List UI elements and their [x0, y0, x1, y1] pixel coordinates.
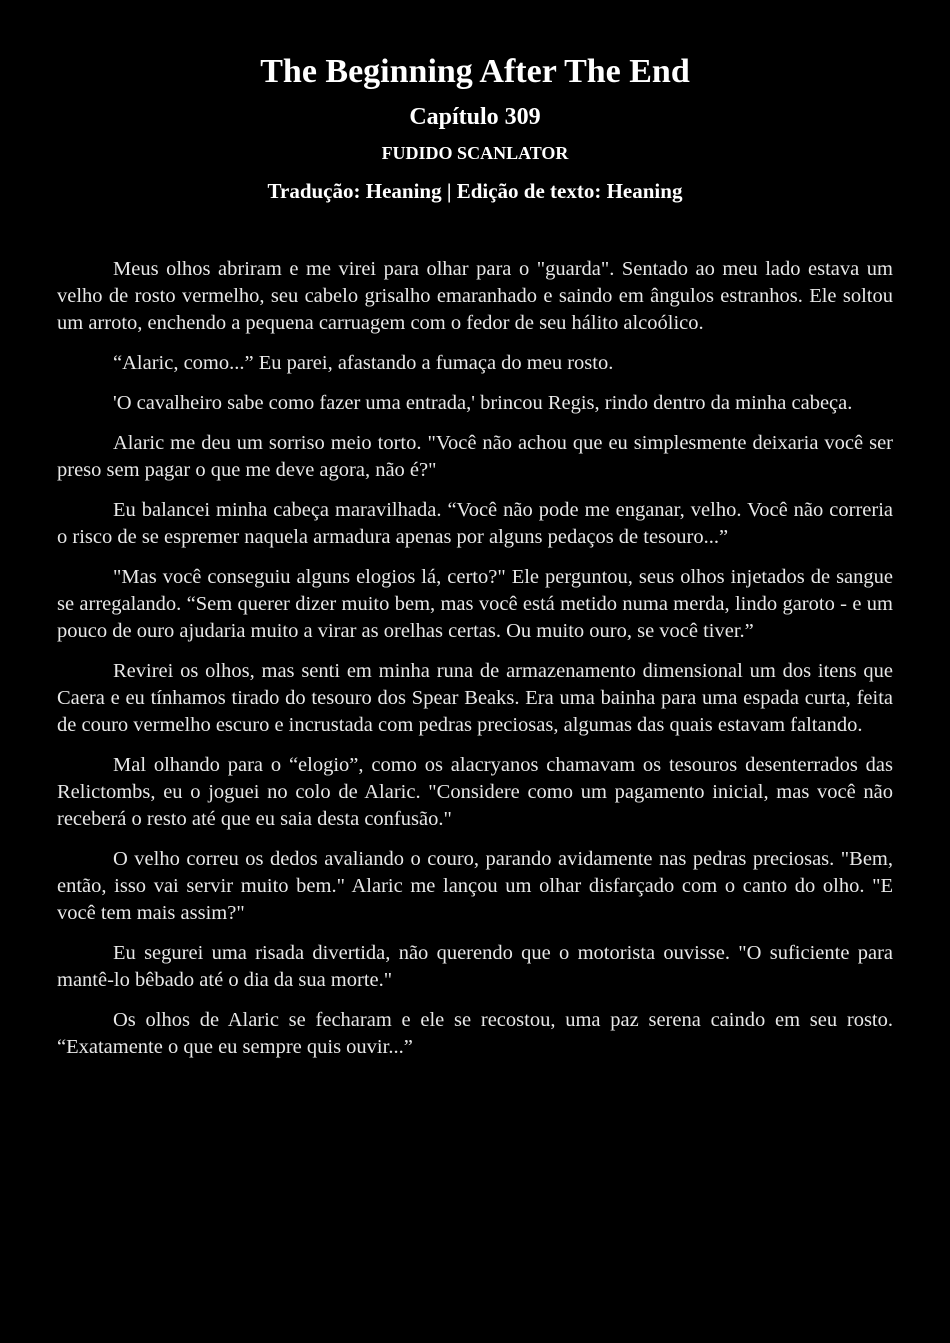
document-page: [57, 52, 893, 1074]
chapter-number: Capítulo 309: [409, 104, 541, 130]
chapter-header: [57, 52, 893, 204]
paragraph-4: Alaric me deu um sorriso meio torto. "Você não achou que eu simplesmente deixaria você ser preso sem pagar o que me deve agora, não é?": [57, 432, 893, 481]
paragraph-5: Eu balancei minha cabeça maravilhada. “Você não pode me enganar, velho. Você não correria o risco de se espremer naquela armadura apenas por alguns pedaços de tesouro...”: [57, 499, 893, 548]
paragraph-11: Os olhos de Alaric se fecharam e ele se recostou, uma paz serena caindo em seu rosto. “Exatamente o que eu sempre quis ouvir...”: [57, 1009, 893, 1058]
paragraph-8: Mal olhando para o “elogio”, como os alacryanos chamavam os tesouros desenterrados das Relictombs, eu o joguei no colo de Alaric. "Considere como um pagamento inicial, mas você não receberá o resto até que eu saia desta confusão.": [57, 754, 893, 830]
scanlator-group: FUDIDO SCANLATOR: [381, 143, 569, 163]
chapter-body: [57, 256, 893, 1061]
translation-credits: Tradução: Heaning | Edição de texto: Heaning: [267, 179, 683, 203]
book-title: The Beginning After The End: [260, 53, 690, 90]
paragraph-1: Meus olhos abriram e me virei para olhar para o "guarda". Sentado ao meu lado estava um velho de rosto vermelho, seu cabelo grisalho emaranhado e saindo em ângulos estranhos. Ele soltou um arroto, enchendo a pequena carruagem com o fedor de seu hálito alcoólico.: [57, 258, 893, 334]
paragraph-6: "Mas você conseguiu alguns elogios lá, certo?" Ele perguntou, seus olhos injetados de sangue se arregalando. “Sem querer dizer muito bem, mas você está metido numa merda, lindo garoto - e um pouco de ouro ajudaria muito a virar as orelhas certas. Ou muito ouro, se você tiver.”: [57, 566, 893, 642]
paragraph-2: “Alaric, como...” Eu parei, afastando a fumaça do meu rosto.: [113, 352, 614, 374]
paragraph-9: O velho correu os dedos avaliando o couro, parando avidamente nas pedras preciosas. "Bem, então, isso vai servir muito bem." Alaric me lançou um olhar disfarçado com o canto do olho. "E você tem mais assim?": [57, 848, 893, 924]
paragraph-7: Revirei os olhos, mas senti em minha runa de armazenamento dimensional um dos itens que Caera e eu tínhamos tirado do tesouro dos Spear Beaks. Era uma bainha para uma espada curta, feita de couro vermelho escuro e incrustada com pedras preciosas, algumas das quais estavam faltando.: [57, 660, 893, 736]
paragraph-10: Eu segurei uma risada divertida, não querendo que o motorista ouvisse. "O suficiente para mantê-lo bêbado até o dia da sua morte.": [57, 942, 893, 991]
paragraph-3: 'O cavalheiro sabe como fazer uma entrada,' brincou Regis, rindo dentro da minha cabeça.: [113, 392, 853, 414]
